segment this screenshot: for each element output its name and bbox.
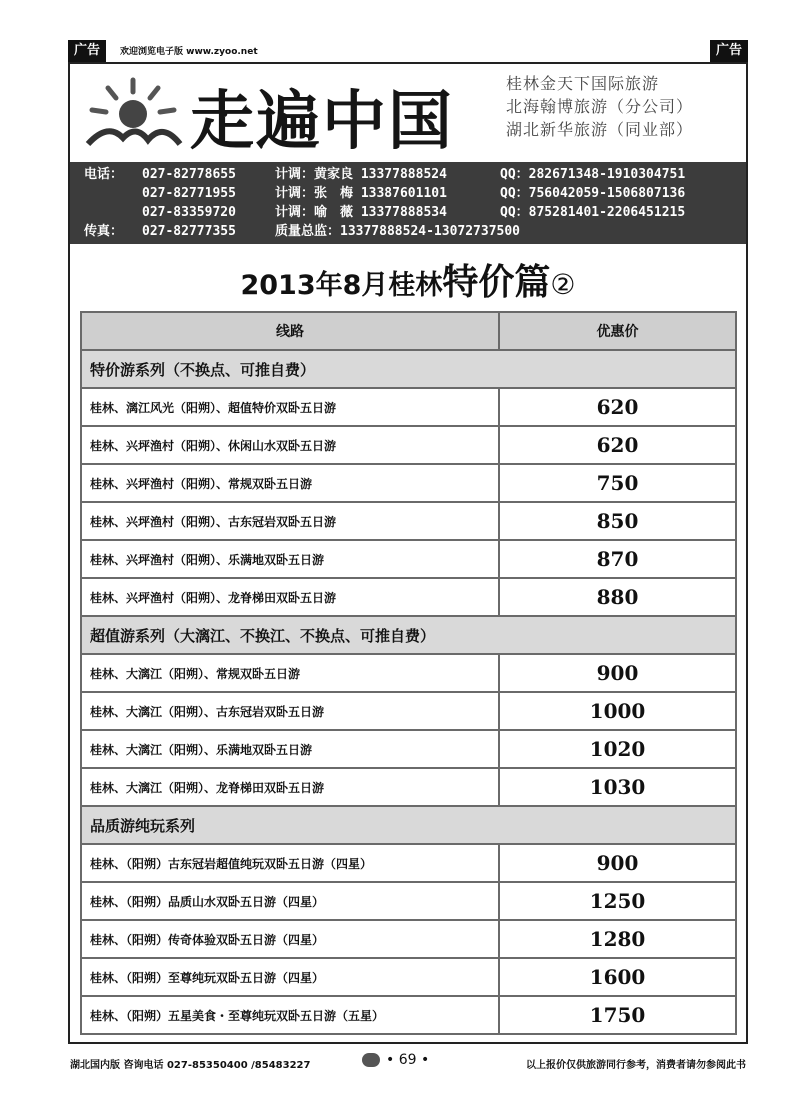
- price-cell: 1280: [499, 920, 736, 958]
- price-cell: 900: [499, 654, 736, 692]
- route-cell: 桂林、（阳朔）品质山水双卧五日游（四星）: [81, 882, 499, 920]
- agency-list: [506, 72, 693, 141]
- route-cell: 桂林、兴坪渔村（阳朔）、常规双卧五日游: [81, 464, 499, 502]
- page-footer: [70, 1052, 746, 1072]
- price-cell: 1750: [499, 996, 736, 1034]
- route-column-header: 线路: [81, 312, 499, 350]
- phone-number: 027-83359720: [142, 205, 236, 220]
- qq-info: QQ：756042059-1506807136: [500, 186, 686, 201]
- table-row: [81, 882, 736, 920]
- price-cell: 1250: [499, 882, 736, 920]
- price-column-header: 优惠价: [499, 312, 736, 350]
- table-row: [81, 768, 736, 806]
- welcome-text: 欢迎浏览电子版 www.zyoo.net: [120, 47, 258, 57]
- section-row: [81, 616, 736, 654]
- section-row: [81, 350, 736, 388]
- price-cell: 1000: [499, 692, 736, 730]
- price-cell: 1030: [499, 768, 736, 806]
- title-prefix: 2013年8月桂林: [240, 270, 443, 301]
- price-cell: 1020: [499, 730, 736, 768]
- section-row: [81, 806, 736, 844]
- agency-line: 桂林金天下国际旅游: [506, 74, 660, 93]
- section-badge-icon: [362, 1053, 380, 1067]
- footer-disclaimer: 以上报价仅供旅游同行参考，消费者请勿参阅此书: [526, 1060, 746, 1071]
- table-row: [81, 958, 736, 996]
- contact-label: 电话：: [84, 167, 124, 182]
- contact-panel: [70, 162, 746, 244]
- price-cell: 1600: [499, 958, 736, 996]
- table-row: [81, 502, 736, 540]
- section-title: 超值游系列（大漓江、不换江、不换点、可推自费）: [81, 616, 736, 654]
- route-cell: 桂林、（阳朔）传奇体验双卧五日游（四星）: [81, 920, 499, 958]
- phone-number: 027-82778655: [142, 167, 236, 182]
- price-cell: 620: [499, 388, 736, 426]
- table-row: [81, 388, 736, 426]
- route-cell: 桂林、（阳朔）至尊纯玩双卧五日游（四星）: [81, 958, 499, 996]
- price-cell: 620: [499, 426, 736, 464]
- page-number-block: [362, 1052, 429, 1068]
- top-bar: [68, 38, 748, 62]
- price-cell: 880: [499, 578, 736, 616]
- table-row: [81, 464, 736, 502]
- table-row: [81, 426, 736, 464]
- brand-banner: [70, 64, 746, 162]
- route-cell: 桂林、兴坪渔村（阳朔）、乐满地双卧五日游: [81, 540, 499, 578]
- section-title: 特价游系列（不换点、可推自费）: [81, 350, 736, 388]
- planner-info: 计调：喻 薇 13377888534: [275, 205, 447, 220]
- footer-contact: 湖北国内版 咨询电话 027-85350400 /85483227: [70, 1060, 311, 1071]
- ad-tag-left: 广告: [68, 40, 106, 62]
- route-cell: 桂林、大漓江（阳朔）、乐满地双卧五日游: [81, 730, 499, 768]
- brand-title: 走遍中国: [190, 84, 454, 159]
- price-cell: 900: [499, 844, 736, 882]
- title-number: ②: [550, 268, 576, 301]
- fax-number: 027-82777355: [142, 224, 236, 239]
- route-cell: 桂林、大漓江（阳朔）、常规双卧五日游: [81, 654, 499, 692]
- route-cell: 桂林、（阳朔）五星美食・至尊纯玩双卧五日游（五星）: [81, 996, 499, 1034]
- route-cell: 桂林、兴坪渔村（阳朔）、休闲山水双卧五日游: [81, 426, 499, 464]
- table-row: [81, 920, 736, 958]
- quality-director: 质量总监：13377888524-13072737500: [275, 224, 521, 239]
- price-table: [80, 311, 737, 1035]
- title-emphasis: 特价篇: [442, 262, 551, 303]
- qq-info: QQ：282671348-1910304751: [500, 167, 686, 182]
- agency-line: 湖北新华旅游（同业部）: [506, 120, 694, 139]
- table-row: [81, 844, 736, 882]
- table-row: [81, 730, 736, 768]
- agency-line: 北海翰博旅游（分公司）: [506, 97, 694, 116]
- route-cell: 桂林、兴坪渔村（阳朔）、古东冠岩双卧五日游: [81, 502, 499, 540]
- sun-logo-icon: [78, 74, 188, 154]
- phone-number: 027-82771955: [142, 186, 236, 201]
- route-cell: 桂林、兴坪渔村（阳朔）、龙脊梯田双卧五日游: [81, 578, 499, 616]
- page-title: [70, 254, 746, 305]
- price-cell: 750: [499, 464, 736, 502]
- route-cell: 桂林、漓江风光（阳朔）、超值特价双卧五日游: [81, 388, 499, 426]
- table-header-row: [81, 312, 736, 350]
- route-cell: 桂林、（阳朔）古东冠岩超值纯玩双卧五日游（四星）: [81, 844, 499, 882]
- table-row: [81, 654, 736, 692]
- price-cell: 850: [499, 502, 736, 540]
- table-row: [81, 692, 736, 730]
- planner-info: 计调：张 梅 13387601101: [275, 186, 447, 201]
- table-row: [81, 996, 736, 1034]
- ad-tag-right: 广告: [710, 40, 748, 62]
- contact-label: 传真：: [84, 224, 124, 239]
- planner-info: 计调：黄家良 13377888524: [275, 167, 447, 182]
- table-row: [81, 578, 736, 616]
- section-title: 品质游纯玩系列: [81, 806, 736, 844]
- route-cell: 桂林、大漓江（阳朔）、古东冠岩双卧五日游: [81, 692, 499, 730]
- page-number: • 69 •: [386, 1052, 430, 1068]
- qq-info: QQ：875281401-2206451215: [500, 205, 686, 220]
- route-cell: 桂林、大漓江（阳朔）、龙脊梯田双卧五日游: [81, 768, 499, 806]
- price-cell: 870: [499, 540, 736, 578]
- table-row: [81, 540, 736, 578]
